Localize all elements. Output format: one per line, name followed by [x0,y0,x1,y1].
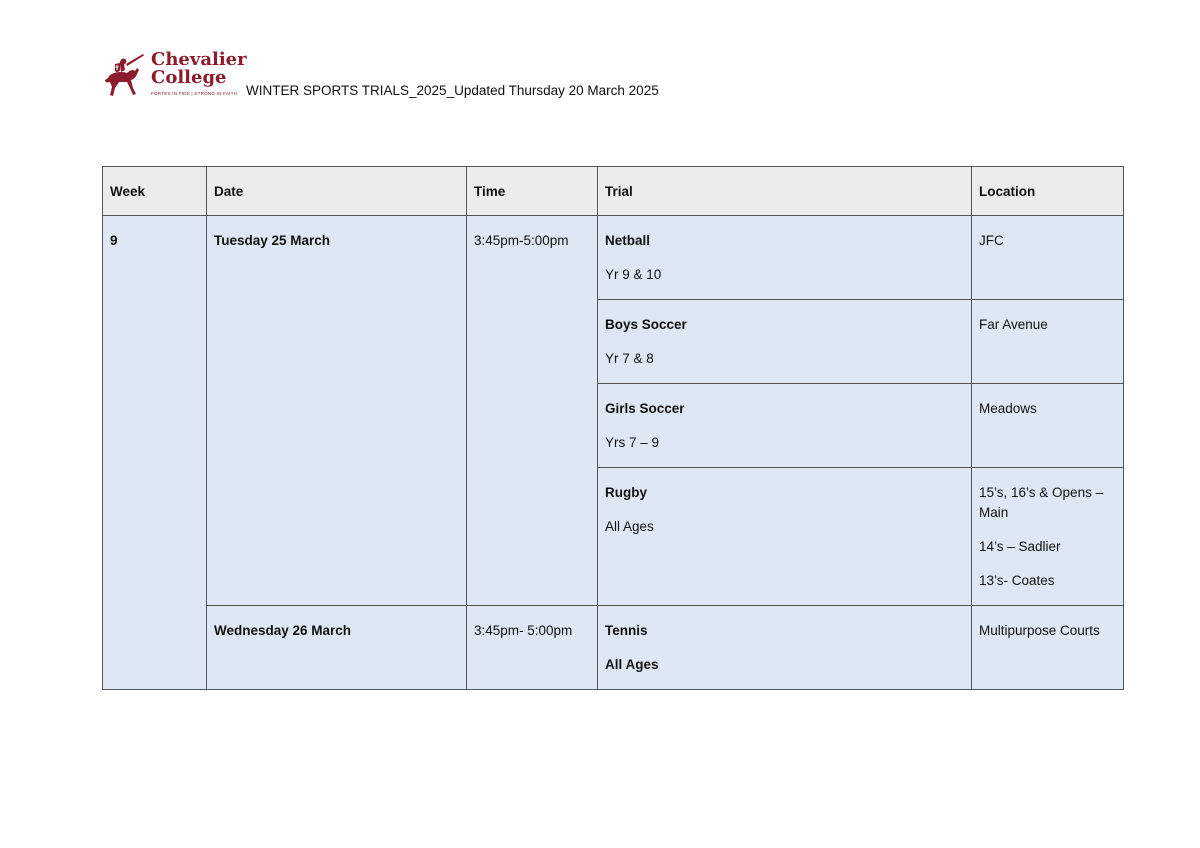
trial-name: Boys Soccer [605,317,687,332]
date-cell: Tuesday 25 March [207,216,467,606]
date-cell: Wednesday 26 March [207,606,467,690]
location-cell [972,300,1124,384]
trial-cell [598,468,972,606]
trial-name: Tennis [605,623,648,638]
trial-group: Yr 9 & 10 [605,267,662,282]
location-text: 13’s- Coates [979,573,1055,588]
location-text: Far Avenue [979,317,1048,332]
location-cell [972,606,1124,690]
header-week: Week [103,167,207,216]
trial-name: Rugby [605,485,647,500]
location-cell [972,468,1124,606]
header-date: Date [207,167,467,216]
location-text: 15’s, 16’s & Opens – Main [979,485,1104,520]
trial-group: Yr 7 & 8 [605,351,654,366]
trial-group: All Ages [605,519,654,534]
trial-name: Girls Soccer [605,401,685,416]
table-row [103,216,1124,300]
trial-group: All Ages [605,657,659,672]
trial-group: Yrs 7 – 9 [605,435,660,450]
location-text: JFC [979,233,1004,248]
trial-cell [598,606,972,690]
time-cell: 3:45pm- 5:00pm [467,606,598,690]
trial-cell [598,300,972,384]
location-text: Multipurpose Courts [979,623,1100,638]
college-logo [103,50,245,100]
location-cell [972,384,1124,468]
location-text: 14’s – Sadlier [979,539,1061,554]
time-cell: 3:45pm-5:00pm [467,216,598,606]
trial-name: Netball [605,233,651,248]
trial-cell [598,216,972,300]
location-cell [972,216,1124,300]
document-header [103,48,659,100]
trial-cell [598,384,972,468]
header-location: Location [972,167,1124,216]
document-title: WINTER SPORTS TRIALS_2025_Updated Thursday 20 March 2025 [246,83,659,98]
knight-on-horse-icon [103,52,147,98]
college-name-line1: Chevalier [151,49,247,70]
week-cell: 9 [103,216,207,690]
header-time: Time [467,167,598,216]
trials-table [102,166,1124,690]
location-text: Meadows [979,401,1037,416]
college-name-line2: College [151,67,227,88]
header-trial: Trial [598,167,972,216]
table-row [103,606,1124,690]
college-motto: FORTES IN FIDE | STRONG IN FAITH [151,91,238,96]
table-header-row [103,167,1124,216]
